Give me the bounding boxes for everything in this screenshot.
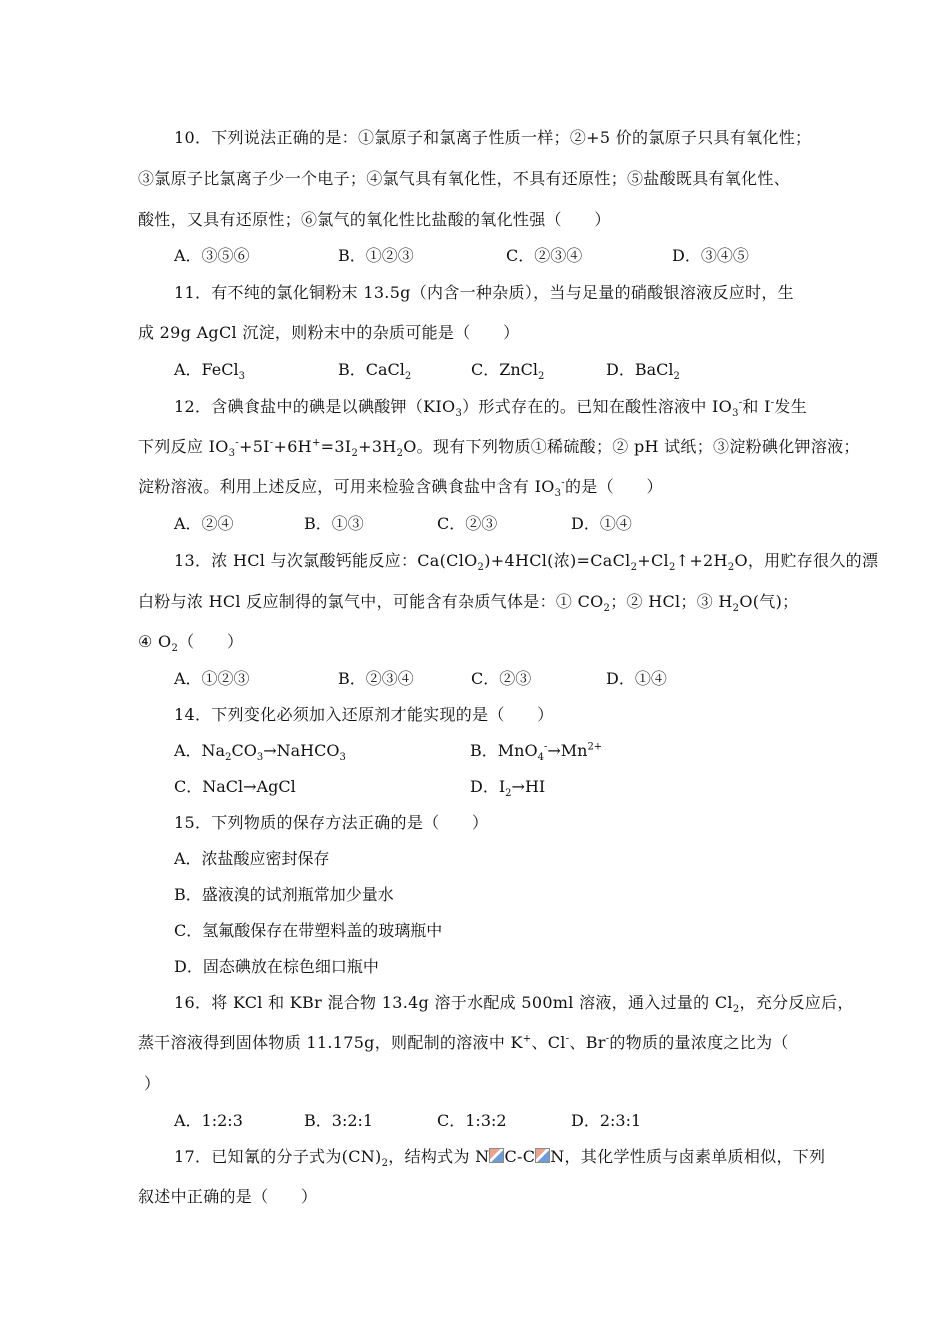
q16-stem-line-1: 16．将 KCl 和 KBr 混合物 13.4g 溶于水配成 500ml 溶液，通入过量的 $Cl_2$，充分反应后， xyxy=(174,993,854,1016)
q11-option-c: C．ZnCl$_2$ xyxy=(471,360,545,383)
q13-option-a: A．①②③ xyxy=(174,669,250,688)
q14-option-d: D．$I_2\to HI$ xyxy=(470,777,546,800)
q17-stem-line-2: 叙述中正确的是（ ） xyxy=(138,1187,318,1206)
q15-option-a: A．浓盐酸应密封保存 xyxy=(174,849,330,868)
q10-option-d: D．③④⑤ xyxy=(672,246,749,265)
q13-stem-line-3: ④ $O_2$（ ） xyxy=(138,632,244,655)
q11-option-a: A．FeCl$_3$ xyxy=(174,360,245,383)
q16-option-c: C．1:3:2 xyxy=(437,1111,507,1130)
q11-option-b: B．CaCl$_2$ xyxy=(338,360,412,383)
q13-stem-line-2: 白粉与浓 HCl 反应制得的氯气中，可能含有杂质气体是：① $CO_2$；② HCl；③ $H_2O$(气)； xyxy=(138,592,799,615)
q16-stem-line-3: ） xyxy=(144,1074,161,1093)
q13-stem-line-1: 13．浓 HCl 与次氯酸钙能反应：Ca(ClO$_2$)+4HCl(浓)$=CaCl_2+Cl_2↑+2H_2O$，用贮存很久的漂 xyxy=(174,551,879,574)
q12-option-d: D．①④ xyxy=(571,514,632,533)
q16-stem-line-2: 蒸干溶液得到固体物质 11.175g，则配制的溶液中 K+、Cl-、Br-的物质的量浓度之比为（ xyxy=(138,1033,789,1052)
q10-option-c: C．②③④ xyxy=(506,246,583,265)
q15-option-c: C．氢氟酸保存在带塑料盖的玻璃瓶中 xyxy=(174,921,443,940)
q12-stem-line-2: 下列反应 $IO_3^-+5I^-+6H^+=3I_2+3H_2O$。现有下列物质①稀硫酸；② pH 试纸；③淀粉碘化钾溶液； xyxy=(138,437,860,460)
q14-option-b: B．$MnO_4^-\to Mn^{2+}$ xyxy=(470,741,603,764)
q15-option-d: D．固态碘放在棕色细口瓶中 xyxy=(174,957,379,976)
q17-stem-line-1: 17．已知氰的分子式为$(CN)_2$，结构式为 N C-C N，其化学性质与卤素单质相似，下列 xyxy=(174,1147,826,1170)
q16-option-d: D．2:3:1 xyxy=(571,1111,642,1130)
q12-option-a: A．②④ xyxy=(174,514,234,533)
q10-stem-line-1: 10．下列说法正确的是：①氯原子和氯离子性质一样；②+5 价的氯原子只具有氧化性； xyxy=(174,128,812,147)
q14-stem: 14．下列变化必须加入还原剂才能实现的是（ ） xyxy=(174,705,554,724)
q16-option-a: A．1:2:3 xyxy=(174,1111,243,1130)
q10-option-b: B．①②③ xyxy=(338,246,414,265)
triple-bond-image-icon xyxy=(535,1148,550,1163)
q15-stem: 15．下列物质的保存方法正确的是（ ） xyxy=(174,813,489,832)
q12-stem-line-3: 淀粉溶液。利用上述反应，可用来检验含碘食盐中含有 $IO_3^-$的是（ ） xyxy=(138,477,663,500)
q14-option-c: C．NaCl→AgCl xyxy=(174,777,296,796)
q13-option-c: C．②③ xyxy=(471,669,532,688)
q13-option-b: B．②③④ xyxy=(338,669,414,688)
q12-stem-line-1: 12．含碘食盐中的碘是以碘酸钾$(KIO_3)$形式存在的。已知在酸性溶液中 $IO_3^-$和 I-发生 xyxy=(174,397,808,420)
q12-option-c: C．②③ xyxy=(437,514,498,533)
q10-option-a: A．③⑤⑥ xyxy=(174,246,250,265)
q14-option-a: A．$Na_2CO_3\to NaHCO_3$ xyxy=(174,741,346,764)
q10-stem-line-3: 酸性，又具有还原性；⑥氯气的氧化性比盐酸的氧化性强（ ） xyxy=(138,210,611,229)
triple-bond-image-icon xyxy=(489,1148,504,1163)
q16-option-b: B．3:2:1 xyxy=(304,1111,374,1130)
q11-stem-line-1: 11．有不纯的氯化铜粉末 13.5g（内含一种杂质），当与足量的硝酸银溶液反应时，生 xyxy=(174,283,794,302)
q11-option-d: D．BaCl$_2$ xyxy=(606,360,680,383)
q12-option-b: B．①③ xyxy=(304,514,364,533)
q15-option-b: B．盛液溴的试剂瓶常加少量水 xyxy=(174,885,394,904)
q10-stem-line-2: ③氯原子比氯离子少一个电子；④氯气具有氧化性，不具有还原性；⑤盐酸既具有氧化性、 xyxy=(138,169,791,188)
q13-option-d: D．①④ xyxy=(606,669,667,688)
q11-stem-line-2: 成 29g AgCl 沉淀，则粉末中的杂质可能是（ ） xyxy=(138,323,520,342)
